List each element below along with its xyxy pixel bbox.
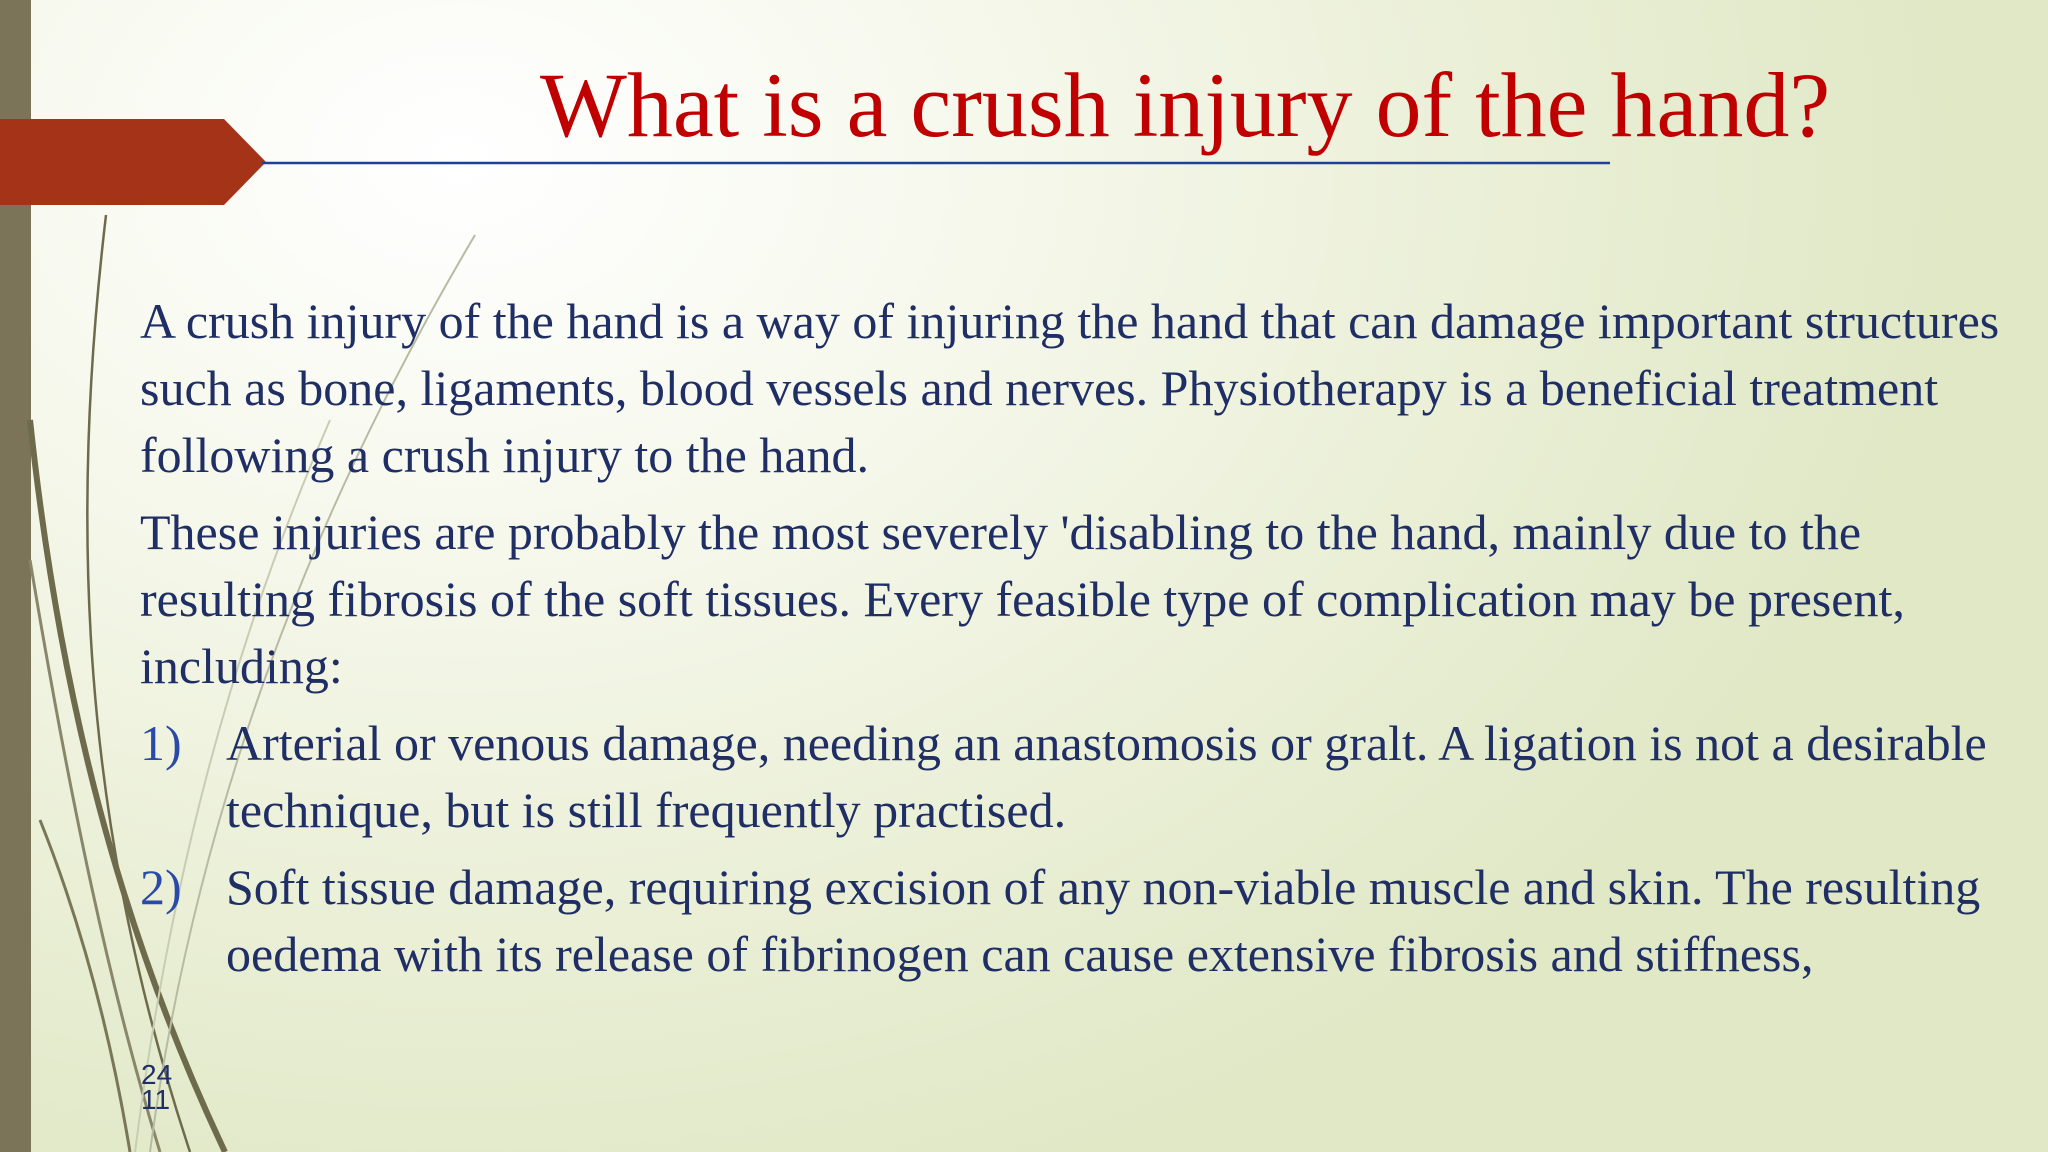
- body-paragraph-2: These injuries are probably the most severely 'disabling to the hand, mainly due to the resulting fibrosis of the soft tissues. Every feasible type of complication may be present, including:: [140, 504, 1905, 694]
- list-item-text: Arterial or venous damage, needing an anastomosis or gralt. A ligation is not a desirable technique, but is still frequently practised.: [226, 715, 1987, 838]
- page-number-top: 24: [141, 1059, 173, 1090]
- list-item: [140, 710, 2010, 844]
- slide-page-number: [141, 1059, 173, 1115]
- title-arrow-shape: [0, 119, 266, 205]
- slide-body: [140, 288, 2010, 998]
- slide-title: What is a crush injury of the hand?: [540, 54, 1831, 156]
- list-item-text: Soft tissue damage, requiring excision of any non-viable muscle and skin. The resulting oedema with its release of fibrinogen can cause extensive fibrosis and stiffness,: [226, 859, 1981, 982]
- list-item: [140, 854, 2010, 988]
- page-number-bottom: 11: [141, 1084, 171, 1115]
- list-item-number: 1): [140, 715, 182, 771]
- body-paragraph-1: A crush injury of the hand is a way of injuring the hand that can damage important structures such as bone, ligaments, blood vessels and nerves. Physiotherapy is a beneficial treatment following a crush injury to the hand.: [140, 293, 2000, 483]
- list-item-number: 2): [140, 859, 182, 915]
